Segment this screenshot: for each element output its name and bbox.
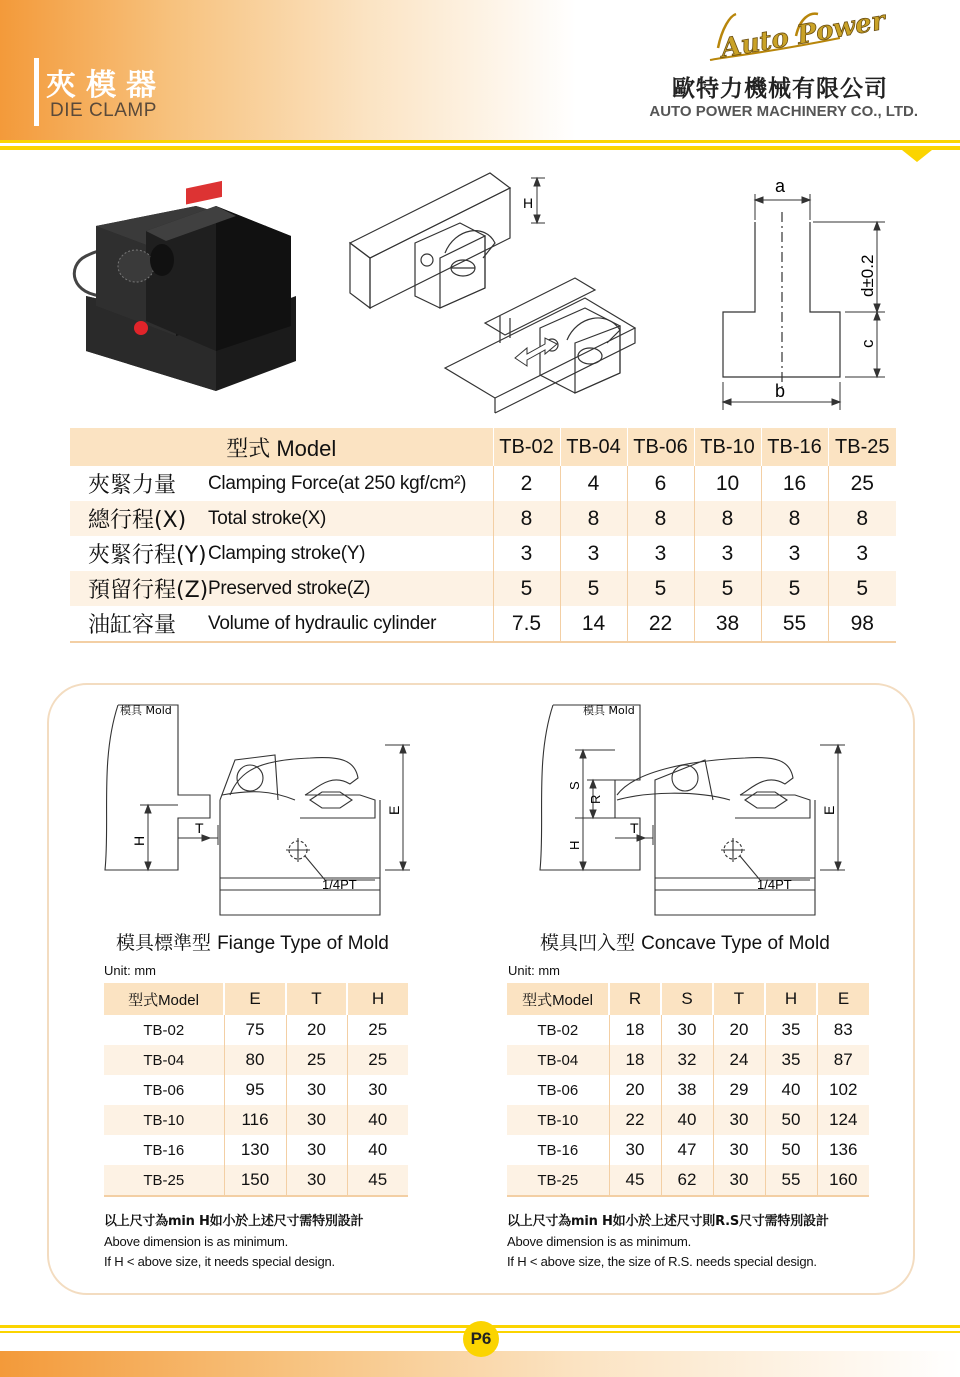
flange-cell: 40 xyxy=(347,1135,408,1165)
table-row xyxy=(104,1075,408,1105)
flange-col-header: 型式Model xyxy=(104,983,224,1015)
table-row xyxy=(104,1135,408,1165)
concave-label-s: S xyxy=(567,781,582,790)
concave-cell: 18 xyxy=(609,1045,661,1075)
spec-cell: 22 xyxy=(627,606,694,642)
spec-row-label-en: Clamping Force(at 250 kgf/cm²) xyxy=(208,472,467,494)
concave-cell: 20 xyxy=(609,1075,661,1105)
spec-cell: 5 xyxy=(560,571,627,606)
concave-cell: 30 xyxy=(713,1105,765,1135)
flange-cell: TB-02 xyxy=(143,1021,185,1039)
tslot-label-d: d±0.2 xyxy=(858,254,877,297)
spec-cell: 38 xyxy=(694,606,761,642)
spec-cell: 10 xyxy=(694,466,761,501)
flange-cell: 116 xyxy=(224,1105,286,1135)
spec-cell: 3 xyxy=(493,536,560,571)
flange-cell: TB-06 xyxy=(143,1081,185,1099)
concave-cell: 24 xyxy=(713,1045,765,1075)
page-number-badge: P6 xyxy=(463,1321,499,1357)
spec-cell: 5 xyxy=(828,571,896,606)
concave-cell: 102 xyxy=(817,1075,869,1105)
flange-label-e: E xyxy=(386,805,402,815)
spec-row-label-en: Total stroke(X) xyxy=(208,501,493,536)
spec-cell: 16 xyxy=(761,466,828,501)
flange-header-row xyxy=(104,983,408,1015)
spec-model-col: TB-02 xyxy=(493,428,560,466)
concave-cell: 87 xyxy=(817,1045,869,1075)
spec-cell: 8 xyxy=(560,501,627,536)
flange-note-en2: If H < above size, it needs special design. xyxy=(104,1254,335,1269)
concave-cell: 35 xyxy=(765,1015,817,1045)
concave-cell: 50 xyxy=(765,1105,817,1135)
header-rule-2 xyxy=(0,146,960,150)
concave-cell: 40 xyxy=(765,1075,817,1105)
concave-label-r: R xyxy=(588,794,603,804)
spec-cell: 3 xyxy=(627,536,694,571)
spec-cell: 8 xyxy=(493,501,560,536)
concave-mold-label: 模具 Mold xyxy=(583,704,635,717)
spec-cell: 8 xyxy=(694,501,761,536)
flange-cell: 20 xyxy=(286,1015,347,1045)
flange-caption-zh: 模具標準型 xyxy=(116,932,212,954)
table-row xyxy=(104,1045,408,1075)
flange-cell: 80 xyxy=(224,1045,286,1075)
tslot-label-c: c xyxy=(858,339,877,348)
concave-cell: 30 xyxy=(713,1135,765,1165)
flange-unit: Unit: mm xyxy=(104,963,156,978)
concave-cell: 45 xyxy=(609,1165,661,1196)
concave-caption xyxy=(540,928,830,955)
concave-note-zh: 以上尺寸為min H如小於上述尺寸則R.S尺寸需特別設計 xyxy=(507,1214,829,1229)
concave-cell: TB-25 xyxy=(507,1165,609,1196)
spec-model-col: TB-25 xyxy=(828,428,896,466)
spec-cell: 25 xyxy=(828,466,896,501)
concave-note-en1: Above dimension is as minimum. xyxy=(507,1234,692,1249)
spec-cell: 8 xyxy=(761,501,828,536)
concave-cell: 83 xyxy=(817,1015,869,1045)
flange-cell: TB-25 xyxy=(104,1165,224,1196)
spec-cell: 3 xyxy=(761,536,828,571)
spec-model-col: TB-16 xyxy=(761,428,828,466)
flange-cell: 45 xyxy=(347,1165,408,1196)
concave-cell: 40 xyxy=(661,1105,713,1135)
concave-cell: 35 xyxy=(765,1045,817,1075)
concave-cell: 47 xyxy=(661,1135,713,1165)
spec-header-row xyxy=(70,428,896,466)
concave-col-header: S xyxy=(661,983,713,1015)
flange-cell: 30 xyxy=(286,1165,347,1196)
flange-note-zh: 以上尺寸為min H如小於上述尺寸需特別設計 xyxy=(104,1214,364,1229)
flange-cell: 150 xyxy=(224,1165,286,1196)
table-row xyxy=(104,1105,408,1135)
flange-label-h: H xyxy=(131,835,147,846)
spec-cell: 6 xyxy=(627,466,694,501)
flange-cell: 25 xyxy=(347,1045,408,1075)
concave-unit: Unit: mm xyxy=(508,963,560,978)
flange-thread-label: 1/4PT xyxy=(322,877,357,892)
company-name-zh: 歐特力機械有限公司 xyxy=(672,76,888,102)
concave-table xyxy=(507,983,869,1197)
concave-cell: 29 xyxy=(713,1075,765,1105)
spec-header-model: 型式 Model xyxy=(70,428,493,466)
spec-cell: 5 xyxy=(761,571,828,606)
spec-row-label-zh: 油缸容量 xyxy=(70,606,208,642)
flange-col-header: E xyxy=(224,983,286,1015)
page-title-zh: 夾模器 xyxy=(46,68,166,103)
spec-row-label-zh: 預留行程(Z) xyxy=(70,571,208,606)
concave-label-e: E xyxy=(821,805,837,815)
flange-col-header: H xyxy=(347,983,408,1015)
flange-note-en1: Above dimension is as minimum. xyxy=(104,1234,289,1249)
concave-cell: 22 xyxy=(609,1105,661,1135)
table-row xyxy=(507,1075,869,1105)
flange-mold-label: 模具 Mold xyxy=(120,704,172,717)
concave-cell: 30 xyxy=(609,1135,661,1165)
table-row xyxy=(70,606,896,642)
flange-cell: 30 xyxy=(286,1135,347,1165)
concave-label-h: H xyxy=(567,840,582,850)
spec-cell: 2 xyxy=(493,466,560,501)
page-header xyxy=(0,0,960,140)
flange-caption-en: Fiange Type of Mold xyxy=(217,933,389,954)
flange-cell: 25 xyxy=(347,1015,408,1045)
table-row xyxy=(70,536,896,571)
concave-thread-label: 1/4PT xyxy=(757,877,792,892)
concave-cell: TB-02 xyxy=(537,1021,579,1039)
installation-diagram xyxy=(345,168,645,418)
concave-cell: 50 xyxy=(765,1135,817,1165)
flange-cell: TB-04 xyxy=(104,1045,224,1075)
spec-model-col: TB-04 xyxy=(560,428,627,466)
concave-cell: 62 xyxy=(661,1165,713,1196)
flange-table xyxy=(104,983,408,1197)
product-photo xyxy=(66,186,302,396)
concave-cell: 136 xyxy=(817,1135,869,1165)
spec-cell: 98 xyxy=(828,606,896,642)
concave-cell: 20 xyxy=(713,1015,765,1045)
flange-cell: 75 xyxy=(224,1015,286,1045)
spec-model-col: TB-06 xyxy=(627,428,694,466)
concave-col-header: H xyxy=(765,983,817,1015)
flange-note xyxy=(104,1212,434,1272)
concave-cell: 30 xyxy=(713,1165,765,1196)
concave-cell: 124 xyxy=(817,1105,869,1135)
table-row xyxy=(507,1165,869,1196)
page-title-en: DIE CLAMP xyxy=(50,100,157,121)
flange-cell: 25 xyxy=(286,1045,347,1075)
concave-caption-zh: 模具凹入型 xyxy=(540,932,636,954)
header-rule xyxy=(0,140,960,143)
concave-cell: TB-06 xyxy=(537,1081,579,1099)
spec-cell: 5 xyxy=(694,571,761,606)
concave-cell: 55 xyxy=(765,1165,817,1196)
spec-row-label-zh: 夾緊力量 xyxy=(88,473,177,498)
flange-cell: 95 xyxy=(224,1075,286,1105)
spec-cell: 3 xyxy=(560,536,627,571)
spec-row-label-en: Clamping stroke(Y) xyxy=(208,542,366,564)
logo-wordmark: Auto Power xyxy=(718,5,888,65)
spec-cell: 14 xyxy=(560,606,627,642)
concave-note-en2: If H < above size, the size of R.S. needs special design. xyxy=(507,1254,817,1269)
concave-cell: TB-16 xyxy=(537,1141,579,1159)
spec-row-label-en: Preserved stroke(Z) xyxy=(208,571,493,606)
t-slot-diagram xyxy=(695,172,895,412)
table-row xyxy=(104,1015,408,1045)
concave-header-row xyxy=(507,983,869,1015)
header-accent-bar xyxy=(34,58,39,126)
table-row xyxy=(70,466,896,501)
spec-table xyxy=(70,428,896,643)
spec-cell: 4 xyxy=(560,466,627,501)
table-row xyxy=(507,1045,869,1075)
spec-row-label-zh: 夾緊行程(Y) xyxy=(88,543,207,568)
flange-cell: 130 xyxy=(224,1135,286,1165)
flange-type-diagram xyxy=(100,700,420,918)
concave-cell: TB-10 xyxy=(507,1105,609,1135)
table-row xyxy=(70,501,896,536)
concave-label-t: T xyxy=(630,820,639,836)
flange-cell: 30 xyxy=(286,1075,347,1105)
iso-label-h: H xyxy=(523,195,534,211)
concave-cell: TB-04 xyxy=(507,1045,609,1075)
concave-col-header: E xyxy=(817,983,869,1015)
spec-cell: 8 xyxy=(828,501,896,536)
flange-caption xyxy=(116,928,389,955)
flange-cell: 40 xyxy=(347,1105,408,1135)
flange-cell: 30 xyxy=(347,1075,408,1105)
concave-cell: 160 xyxy=(817,1165,869,1196)
table-row xyxy=(507,1105,869,1135)
concave-col-header: T xyxy=(713,983,765,1015)
company-name-en: AUTO POWER MACHINERY CO., LTD. xyxy=(649,103,918,120)
table-row xyxy=(507,1015,869,1045)
concave-col-header: R xyxy=(609,983,661,1015)
header-triangle xyxy=(902,150,932,162)
concave-cell: 38 xyxy=(661,1075,713,1105)
concave-type-diagram xyxy=(535,700,855,918)
spec-row-label-en: Volume of hydraulic cylinder xyxy=(208,606,493,642)
spec-row-label-zh: 總行程(X) xyxy=(70,501,208,536)
flange-col-header: T xyxy=(286,983,347,1015)
spec-cell: 5 xyxy=(493,571,560,606)
flange-cell: TB-10 xyxy=(104,1105,224,1135)
concave-col-header: 型式Model xyxy=(507,983,609,1015)
spec-model-col: TB-10 xyxy=(694,428,761,466)
flange-label-t: T xyxy=(195,820,204,836)
company-logo xyxy=(700,5,888,68)
flange-cell: 30 xyxy=(286,1105,347,1135)
spec-cell: 8 xyxy=(627,501,694,536)
spec-cell: 3 xyxy=(828,536,896,571)
table-row xyxy=(104,1165,408,1196)
flange-cell: TB-16 xyxy=(143,1141,185,1159)
spec-cell: 55 xyxy=(761,606,828,642)
concave-caption-en: Concave Type of Mold xyxy=(641,933,830,954)
tslot-label-b: b xyxy=(775,381,786,401)
concave-cell: 18 xyxy=(609,1015,661,1045)
concave-cell: 30 xyxy=(661,1015,713,1045)
concave-cell: 32 xyxy=(661,1045,713,1075)
spec-cell: 3 xyxy=(694,536,761,571)
table-row xyxy=(70,571,896,606)
table-row xyxy=(507,1135,869,1165)
spec-cell: 5 xyxy=(627,571,694,606)
spec-cell: 7.5 xyxy=(493,606,560,642)
tslot-label-a: a xyxy=(775,176,786,196)
concave-note xyxy=(507,1212,887,1272)
